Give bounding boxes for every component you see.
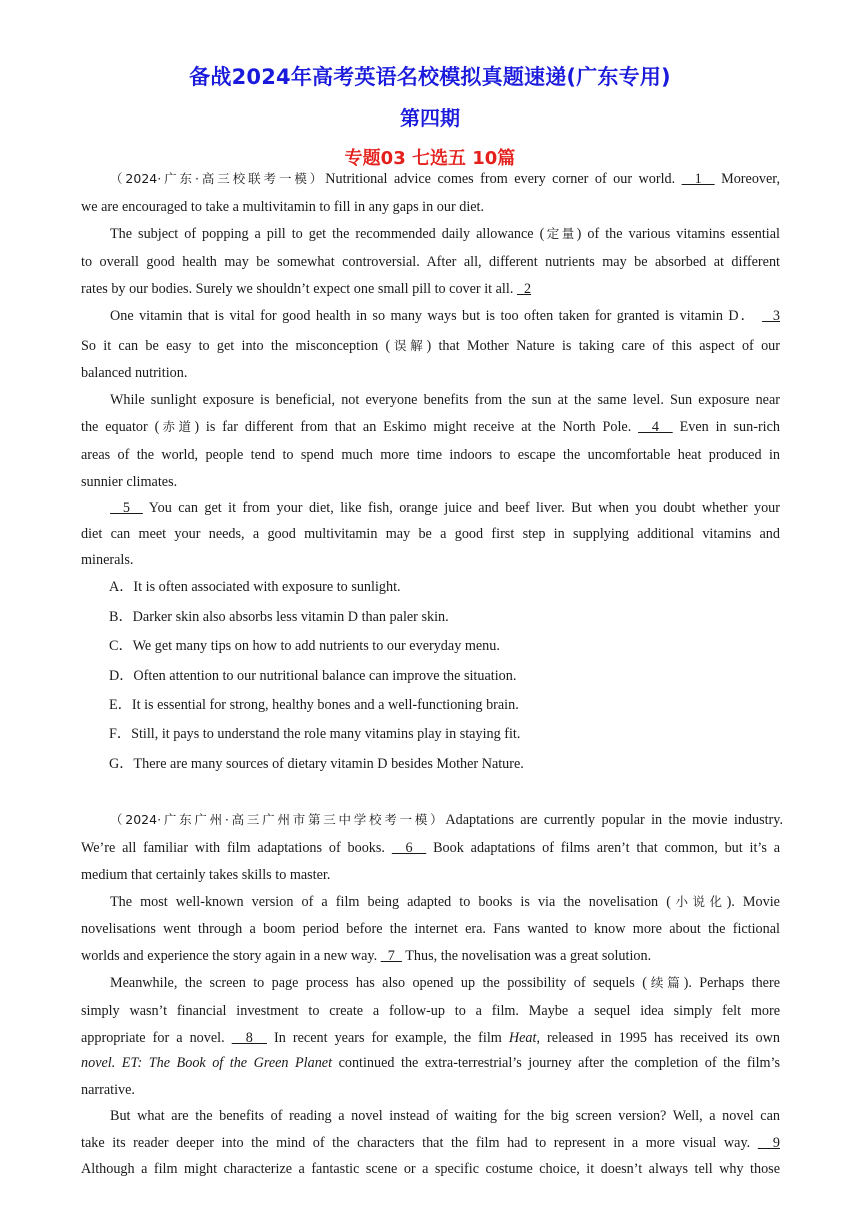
passage1-line: The subject of popping a pill to get the recommended daily allowance (定量) of the various vitamins essential [110,226,780,242]
passage2-line: novelisations went through a boom period before the internet era. Fans wanted to know more about the fictional [81,921,780,937]
option-g: G．There are many sources of dietary vitamin D besides Mother Nature. [109,756,524,772]
option-b: B．Darker skin also absorbs less vitamin D than paler skin. [109,609,449,625]
option-a: A．It is often associated with exposure to sunlight. [109,579,401,595]
blank-6: 6 [391,840,427,856]
issue-title: 第四期 [400,106,460,130]
passage2-line: simply wasn’t financial investment to create a follow-up to a film. Maybe a sequel idea simply felt more [81,1003,780,1019]
document-title: 备战2024年高考英语名校模拟真题速递(广东专用) [189,65,671,89]
blank-1: 1 [681,171,715,187]
option-f: F．Still, it pays to understand the role many vitamins play in staying fit. [109,726,521,742]
blank-9: 9 [757,1135,781,1151]
passage2-line: （2024·广东广州·高三广州市第三中学校考一模）Adaptations are currently popular in the movie industry. [110,812,783,828]
blank-7: 7 [380,948,402,964]
passage1-line: the equator (赤道) is far different from that an Eskimo might receive at the North Pole. 4 Even in sun-rich [81,419,780,435]
passage1-line: we are encouraged to take a multivitamin to fill in any gaps in our diet. [81,199,485,215]
passage2-line: Meanwhile, the screen to page process has also opened up the possibility of sequels (续篇). Perhaps there [110,975,780,991]
blank-3: 3 [762,308,781,324]
blank-4: 4 [638,419,673,435]
passage1-line: areas of the world, people tend to spend much more time indoors to escape the uncomfortable heat produced in [81,447,780,463]
passage2-line: Although a film might characterize a fantastic scene or a specific costume choice, it doesn’t always tell why those [81,1161,780,1177]
passage2-line: worlds and experience the story again in a new way. 7 Thus, the novelisation was a great solution. [81,948,652,964]
passage1-line: While sunlight exposure is beneficial, not everyone benefits from the sun at the same level. Sun exposure near [110,392,780,408]
passage1-line: diet can meet your needs, a good multivitamin may be a good first step in supplying additional vitamins and [81,526,780,542]
blank-5: 5 [110,500,143,516]
blank-8: 8 [231,1030,267,1046]
passage1-line: So it can be easy to get into the misconception (误解) that Mother Nature is taking care of this aspect of our [81,338,780,354]
passage1-source: （2024·广东·高三校联考一模） [110,171,326,186]
passage2-line: novel. ET: The Book of the Green Planet continued the extra-terrestrial’s journey after the completion of the film’s [81,1055,781,1071]
blank-2: 2 [516,281,532,297]
passage1-line: to overall good health may be somewhat controversial. After all, different nutrients may be absorbed at different [81,254,780,270]
option-c: C．We get many tips on how to add nutrients to our everyday menu. [109,638,500,654]
passage2-line: narrative. [81,1082,135,1098]
passage1-line: rates by our bodies. Surely we shouldn’t expect one small pill to cover it all. 2 [81,281,532,297]
passage2-line: We’re all familiar with film adaptations of books. 6 Book adaptations of films aren’t that common, but it’s a [81,840,781,856]
option-e: E．It is essential for strong, healthy bones and a well-functioning brain. [109,697,519,713]
passage2-line: take its reader deeper into the mind of the characters that the film had to represent in a more visual way. 9 [81,1135,781,1151]
passage1-line: sunnier climates. [81,474,178,490]
passage1-line: balanced nutrition. [81,365,188,381]
passage2-line: The most well-known version of a film being adapted to books is via the novelisation (小说化). Movie [110,894,780,910]
passage2-line: medium that certainly takes skills to master. [81,867,331,883]
passage1-line: 5 You can get it from your diet, like fish, orange juice and beef liver. But when you doubt whether your [110,500,781,516]
option-d: D．Often attention to our nutritional balance can improve the situation. [109,668,517,684]
passage2-source: （2024·广东广州·高三广州市第三中学校考一模） [110,812,446,827]
passage1-line: minerals. [81,552,134,568]
passage1-line: One vitamin that is vital for good health in so many ways but is too often taken for granted is vitamin D． 3 [110,308,781,324]
passage1-line: （2024·广东·高三校联考一模）Nutritional advice comes from every corner of our world. 1 Moreover, [110,171,781,187]
passage2-line: But what are the benefits of reading a novel instead of waiting for the big screen version? Well, a novel can [110,1108,780,1124]
topic-title: 专题03 七选五 10篇 [344,148,516,169]
passage2-line: appropriate for a novel. 8 In recent years for example, the film Heat, released in 1995 has received its own [81,1030,780,1046]
